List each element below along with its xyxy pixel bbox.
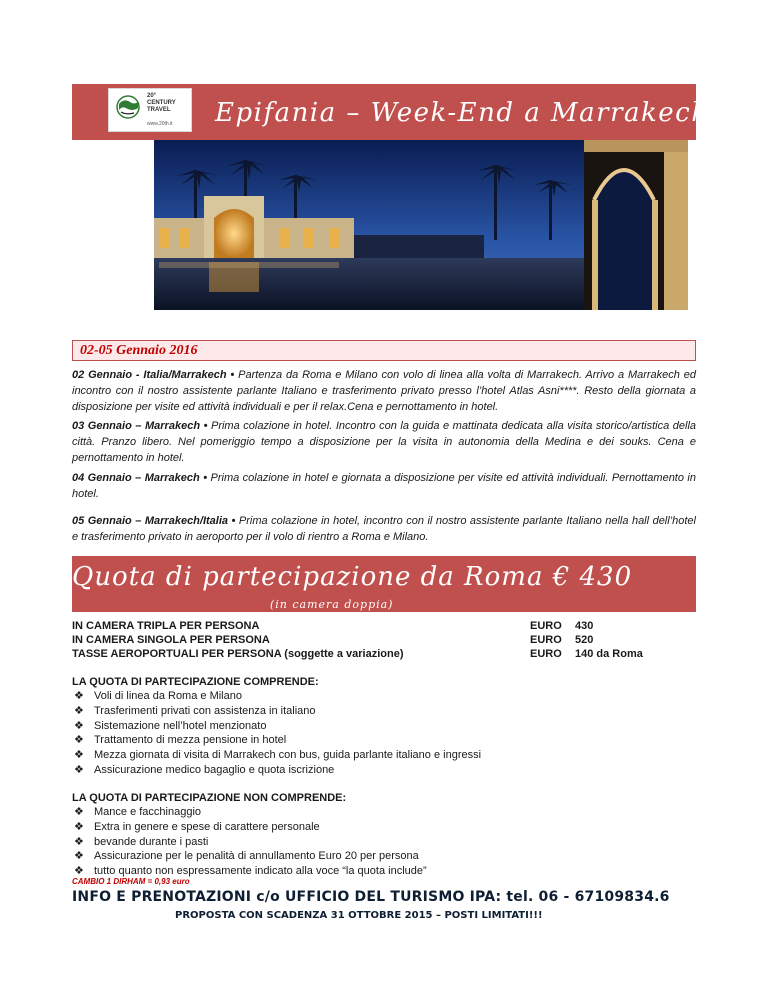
excludes-heading: LA QUOTA DI PARTECIPAZIONE NON COMPRENDE: (72, 792, 347, 804)
diamond-bullet-icon: ❖ (74, 719, 84, 732)
logo-line-1: 20° (147, 93, 157, 99)
itinerary-day-label: 02 Gennaio - Italia/Marrakech • (72, 369, 235, 381)
rate-label: TASSE AEROPORTUALI PER PERSONA (soggette a variazione) (72, 648, 404, 660)
itinerary-day-text: Partenza da Roma e Milano con volo di linea alla volta di Marrakech. Arrivo a Marrakech ed incontro con il nostro assistente parlante Italiano e trasferimento privato presso l’hotel Atlas Asni****. Resto della giornata a disposizione per visite ed attività individuali e per il relax.Cena e pernottamento in hotel. (72, 369, 696, 413)
hotel-photo (154, 140, 688, 310)
diamond-bullet-icon: ❖ (74, 806, 84, 818)
diamond-bullet-icon: ❖ (74, 865, 84, 878)
exchange-rate-note: CAMBIO 1 DIRHAM = 0,93 euro (72, 877, 190, 886)
rate-label: IN CAMERA TRIPLA PER PERSONA (72, 620, 260, 632)
list-item (72, 719, 481, 734)
itinerary-day-4 (72, 513, 696, 545)
travel-dates: 02-05 Gennaio 2016 (80, 343, 198, 358)
list-item (72, 835, 427, 850)
list-item-text: Trasferimenti privati con assistenza in italiano (94, 704, 316, 717)
diamond-bullet-icon: ❖ (74, 763, 84, 776)
diamond-bullet-icon: ❖ (74, 850, 84, 863)
list-item (72, 849, 427, 864)
excludes-list (72, 805, 427, 879)
rate-amount: 430 (575, 620, 594, 632)
rate-currency: EURO (530, 634, 562, 646)
diamond-bullet-icon: ❖ (74, 749, 84, 762)
list-item-text: bevande durante i pasti (94, 835, 209, 848)
list-item (72, 733, 481, 748)
page-title: Epifania – Week-End a Marrakech (215, 98, 710, 128)
rate-row (72, 633, 696, 647)
itinerary-day-2 (72, 418, 696, 466)
includes-heading: LA QUOTA DI PARTECIPAZIONE COMPRENDE: (72, 676, 319, 688)
rate-row (72, 619, 696, 633)
list-item-text: Sistemazione nell’hotel menzionato (94, 719, 267, 732)
globe-icon (114, 94, 142, 120)
list-item-text: Mezza giornata di visita di Marrakech con bus, guida parlante italiano e ingressi (94, 749, 482, 762)
rate-amount: 520 (575, 634, 594, 646)
logo-line-3: TRAVEL (147, 107, 171, 113)
includes-list (72, 689, 481, 778)
logo-line-2: CENTURY (147, 100, 176, 106)
rate-amount: 140 da Roma (575, 648, 643, 660)
list-item (72, 820, 427, 835)
logo-url: www.20th.it (147, 121, 173, 127)
rate-row (72, 647, 696, 661)
company-logo (108, 88, 192, 132)
list-item (72, 805, 427, 820)
diamond-bullet-icon: ❖ (74, 835, 84, 848)
price-subtitle: (in camera doppia) (270, 598, 394, 611)
rate-label: IN CAMERA SINGOLA PER PERSONA (72, 634, 270, 646)
list-item (72, 704, 481, 719)
itinerary-day-text: Prima colazione in hotel, incontro con il nostro assistente parlante Italiano nella hall dell’hotel e trasferimento privato in aeroporto per il volo di rientro a Roma e Milano. (72, 515, 696, 543)
itinerary-day-label: 04 Gennaio – Marrakech • (72, 472, 208, 484)
list-item-text: Voli di linea da Roma e Milano (94, 690, 242, 702)
list-item-text: Trattamento di mezza pensione in hotel (94, 734, 287, 747)
booking-info: INFO E PRENOTAZIONI c/o UFFICIO DEL TURISMO IPA: tel. 06 - 67109834.6 (72, 889, 670, 905)
itinerary-day-3 (72, 470, 696, 502)
itinerary-day-text: Prima colazione in hotel e giornata a disposizione per visite ed attività individuali. Pernottamento in hotel. (72, 472, 696, 500)
diamond-bullet-icon: ❖ (74, 690, 84, 702)
diamond-bullet-icon: ❖ (74, 734, 84, 747)
proposal-deadline: PROPOSTA CON SCADENZA 31 OTTOBRE 2015 – POSTI LIMITATI!!! (175, 910, 543, 921)
diamond-bullet-icon: ❖ (74, 704, 84, 717)
list-item-text: Mance e facchinaggio (94, 806, 202, 818)
itinerary-day-label: 03 Gennaio – Marrakech • (72, 420, 208, 432)
list-item (72, 763, 481, 778)
diamond-bullet-icon: ❖ (74, 820, 84, 833)
list-item-text: Assicurazione per le penalità di annullamento Euro 20 per persona (94, 850, 419, 863)
list-item-text: Assicurazione medico bagaglio e quota iscrizione (94, 763, 335, 776)
rate-currency: EURO (530, 620, 562, 632)
itinerary-day-text: Prima colazione in hotel. Incontro con la guida e mattinata dedicata alla visita storico/artistica della città. Pranzo libero. Nel pomeriggio tempo a disposizione per la visita in autonomia della Medina e dei souks. Cena e pernottamento in hotel. (72, 420, 697, 464)
list-item (72, 689, 481, 704)
itinerary-day-1 (72, 367, 696, 415)
travel-dates-box (72, 340, 696, 361)
rate-currency: EURO (530, 648, 562, 660)
hotel-night-illustration (154, 140, 688, 310)
list-item-text: Extra in genere e spese di carattere personale (94, 820, 320, 833)
rates-table (72, 619, 696, 661)
list-item-text: tutto quanto non espressamente indicato alla voce “la quota include” (94, 865, 427, 878)
price-title: Quota di partecipazione da Roma € 430 (72, 562, 633, 592)
itinerary-day-label: 05 Gennaio – Marrakech/Italia • (72, 515, 236, 527)
list-item (72, 748, 481, 763)
